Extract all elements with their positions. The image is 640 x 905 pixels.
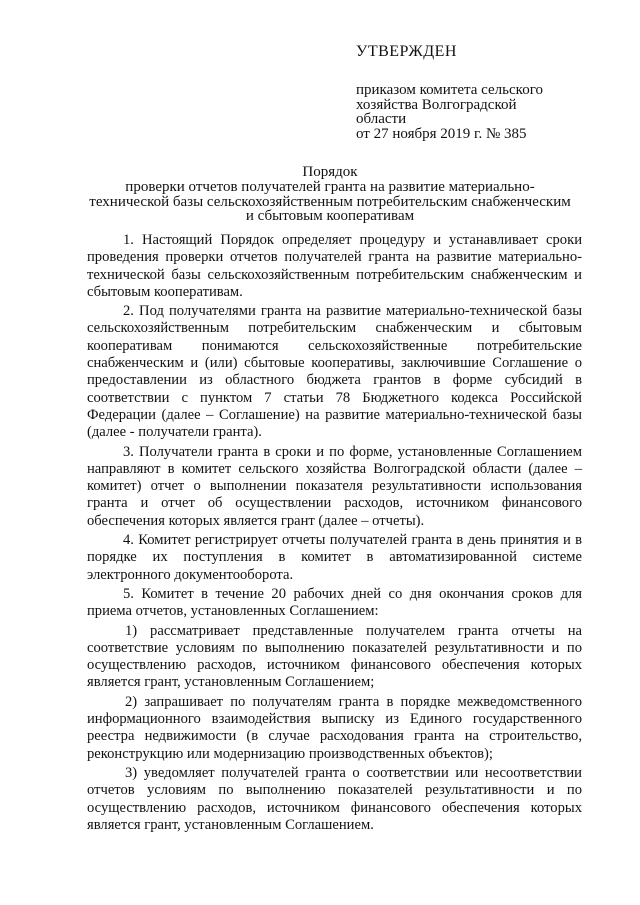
- approval-line: области: [356, 111, 407, 127]
- subitem-2: 2) запрашивает по получателям гранта в порядке межведомственного информационного взаимодействия выписку из Единого государственного реестра недвижимости (в случае расходования гранта на строительство, реконструкцию или модернизацию производственных объектов);: [87, 693, 582, 762]
- document-title: [80, 165, 580, 224]
- title-subtitle-line: технической базы сельскохозяйственным потребительским снабженческим: [89, 193, 571, 210]
- approval-heading: УТВЕРЖДЕН: [356, 43, 457, 60]
- paragraph-3: 3. Получатели гранта в сроки и по форме, установленные Соглашением направляют в комитет сельского хозяйства Волгоградской области (далее – комитет) отчет о выполнении показателя результативности использования гранта и отчет об осуществлении расходов, источником финансового обеспечения которых является грант (далее – отчеты).: [87, 443, 582, 529]
- approval-line: от 27 ноября 2019 г. № 385: [356, 125, 527, 142]
- approval-line: приказом комитета сельского: [356, 82, 543, 98]
- title-subtitle-line: проверки отчетов получателей гранта на развитие материально-: [125, 179, 535, 195]
- paragraph-2: 2. Под получателями гранта на развитие материально-технической базы сельскохозяйственным потребительским снабженческим и сбытовым кооперативам понимаются сельскохозяйственные потребительские снабженческим и (или) сбытовые кооперативы, заключившие Соглашение о предоставлении из областного бюджета грантов в форме субсидий в соответствии с пунктом 7 статьи 78 Бюджетного кодекса Российской Федерации (далее – Соглашение) на развитие материально-технической базы (далее - получатели гранта).: [87, 303, 582, 441]
- document-body: [87, 232, 582, 836]
- approval-stamp: [356, 42, 616, 141]
- title-subtitle-line: и сбытовым кооперативам: [245, 208, 415, 224]
- subitem-1: 1) рассматривает представленные получателем гранта отчеты на соответствие условиям по выполнению показателей результативности и по осуществлению расходов, источником финансового обеспечения которых является грант, установленным Соглашением;: [87, 622, 582, 691]
- subitem-3: 3) уведомляет получателей гранта о соответствии или несоответствии отчетов условиям по выполнению показателей результативности и по осуществлению расходов, источником финансового обеспечения которых является грант, установленным Соглашением.: [87, 764, 582, 833]
- title-main: Порядок: [302, 164, 358, 180]
- paragraph-4: 4. Комитет регистрирует отчеты получателей гранта в день принятия и в порядке их поступления в комитет в автоматизированной системе электронного документооборота.: [87, 532, 582, 583]
- approval-line: хозяйства Волгоградской: [356, 96, 517, 113]
- paragraph-1: 1. Настоящий Порядок определяет процедуру и устанавливает сроки проведения проверки отчетов получателей гранта на развитие материально-технической базы сельскохозяйственным потребительским снабженческим и сбытовым кооперативам.: [87, 232, 582, 300]
- paragraph-5: 5. Комитет в течение 20 рабочих дней со дня окончания сроков для приема отчетов, установленных Соглашением:: [87, 585, 582, 620]
